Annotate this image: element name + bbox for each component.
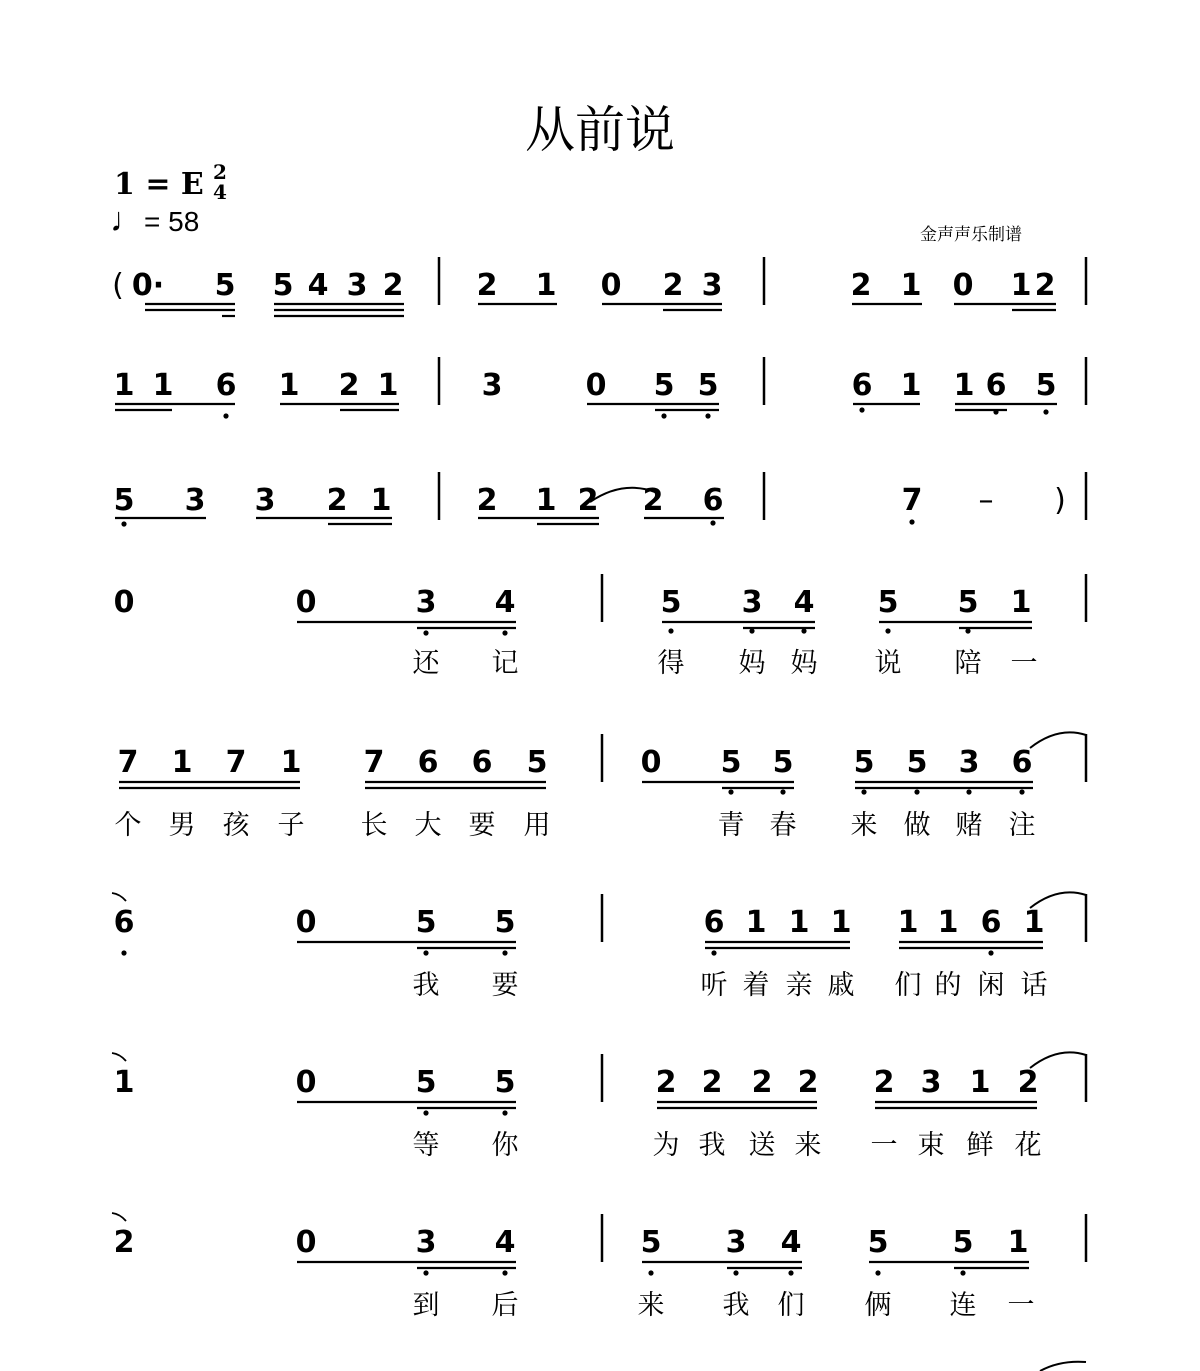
note: 5 (697, 368, 719, 403)
note: 5 (214, 268, 236, 303)
lyric-char: 用 (523, 810, 551, 841)
lyric-char: 亲 (785, 970, 813, 1001)
lyric-char: 男 (168, 810, 196, 841)
octave-dot (1019, 789, 1024, 794)
note: 4 (307, 268, 329, 303)
octave-dot (988, 950, 993, 955)
slur-arc (1030, 732, 1086, 748)
lyric-char: 连 (949, 1290, 977, 1321)
note: 2 (797, 1065, 819, 1100)
lyric-char: 春 (769, 810, 797, 841)
octave-dot (749, 628, 754, 633)
note: 5 (720, 745, 742, 780)
note: 1 (900, 368, 922, 403)
time-signature-bottom: 4 (213, 180, 227, 204)
note: 5 (526, 745, 548, 780)
octave-dot (502, 630, 507, 635)
note: 7 (901, 483, 923, 518)
note: 6 (417, 745, 439, 780)
lyric-char: 长 (360, 810, 388, 841)
lyric-char: 着 (742, 970, 770, 1001)
octave-dot (502, 1110, 507, 1115)
note: 5 (272, 268, 294, 303)
octave-dot (121, 950, 126, 955)
note: 5 (494, 905, 516, 940)
lyric-char: 后 (491, 1290, 519, 1321)
note: 5 (113, 483, 135, 518)
time-signature-top: 2 (213, 160, 227, 184)
note: 2 (113, 1225, 135, 1260)
note: 5 (1035, 368, 1057, 403)
note: 6 (851, 368, 873, 403)
close-parenthesis: ) (1054, 483, 1066, 518)
note: 4 (793, 585, 815, 620)
note: 6 (980, 905, 1002, 940)
note: 2 (577, 483, 599, 518)
note: 6 (1011, 745, 1033, 780)
note: 1 (937, 905, 959, 940)
lyric-char: 我 (698, 1130, 726, 1161)
note: 2 (326, 483, 348, 518)
note: 5 (653, 368, 675, 403)
note: 0 (295, 1065, 317, 1100)
quarter-note-icon: ♩ (110, 201, 144, 239)
note: 0 (295, 585, 317, 620)
note: 0 (640, 745, 662, 780)
note: 2 (642, 483, 664, 518)
note: 2 (1034, 268, 1056, 303)
lyric-char: 要 (468, 810, 496, 841)
tie-arc (112, 1213, 126, 1221)
lyric-char: 青 (717, 810, 745, 841)
note: 2 (850, 268, 872, 303)
lyric-char: 闲 (977, 970, 1005, 1001)
note: 5 (415, 905, 437, 940)
octave-dot (661, 413, 666, 418)
note: 5 (952, 1225, 974, 1260)
lyric-char: 到 (412, 1290, 440, 1321)
sustain-dash: – (978, 483, 994, 518)
note: 5 (906, 745, 928, 780)
note: 3 (741, 585, 763, 620)
lyric-char: 花 (1014, 1130, 1042, 1161)
note: 2 (338, 368, 360, 403)
note: 1 (535, 268, 557, 303)
note: 0 (600, 268, 622, 303)
octave-dot (733, 1270, 738, 1275)
note: 1 (788, 905, 810, 940)
note: 3 (346, 268, 368, 303)
octave-dot (502, 950, 507, 955)
lyric-char: 话 (1020, 970, 1048, 1001)
page-title: 从前说 (525, 101, 675, 159)
octave-dot (223, 413, 228, 418)
note: 0 (585, 368, 607, 403)
octave-dot (711, 950, 716, 955)
lyric-char: 听 (700, 970, 728, 1001)
lyric-char: 们 (777, 1290, 805, 1321)
lyric-char: 为 (652, 1130, 680, 1161)
lyric-char: 妈 (790, 648, 818, 679)
lyric-char: 做 (903, 810, 931, 841)
lyric-char: 妈 (738, 648, 766, 679)
lyric-char: 束 (917, 1130, 945, 1161)
note: 6 (113, 905, 135, 940)
lyric-char: 来 (637, 1290, 665, 1321)
octave-dot (909, 519, 914, 524)
note: 5 (772, 745, 794, 780)
tie-arc (112, 893, 126, 901)
note: 5 (415, 1065, 437, 1100)
note: 2 (751, 1065, 773, 1100)
octave-dot (423, 630, 428, 635)
key-signature: 1 = E (114, 167, 204, 202)
octave-dot (965, 628, 970, 633)
note: 6 (703, 905, 725, 940)
note: 5 (494, 1065, 516, 1100)
octave-dot (960, 1270, 965, 1275)
note: 5 (640, 1225, 662, 1260)
note: 2 (476, 483, 498, 518)
note: 4 (780, 1225, 802, 1260)
note: 3 (254, 483, 276, 518)
octave-dot (885, 628, 890, 633)
note: 3 (184, 483, 206, 518)
note: 3 (415, 585, 437, 620)
note: 4 (494, 585, 516, 620)
note: 0 (952, 268, 974, 303)
octave-dot (710, 520, 715, 525)
lyric-char: 等 (412, 1130, 440, 1161)
octave-dot (875, 1270, 880, 1275)
lyric-char: 一 (870, 1130, 898, 1161)
note: 1 (152, 368, 174, 403)
note: 2 (1017, 1065, 1039, 1100)
note: 0· (131, 268, 165, 303)
octave-dot (914, 789, 919, 794)
note: 2 (662, 268, 684, 303)
note: 1 (278, 368, 300, 403)
tempo-value: = 58 (144, 206, 200, 237)
open-parenthesis: ( (112, 268, 124, 303)
note: 1 (1010, 268, 1032, 303)
note: 6 (471, 745, 493, 780)
note: 6 (702, 483, 724, 518)
note: 4 (494, 1225, 516, 1260)
lyric-char: 鲜 (966, 1130, 994, 1161)
note: 3 (958, 745, 980, 780)
octave-dot (780, 789, 785, 794)
note: 5 (877, 585, 899, 620)
note: 6 (985, 368, 1007, 403)
note: 2 (655, 1065, 677, 1100)
lyric-char: 我 (412, 970, 440, 1001)
lyric-char: 陪 (954, 648, 982, 679)
note: 2 (476, 268, 498, 303)
lyric-char: 俩 (864, 1290, 892, 1321)
note: 1 (377, 368, 399, 403)
note: 1 (370, 483, 392, 518)
score-credit: 金声声乐制谱 (920, 225, 1022, 245)
note: 1 (113, 368, 135, 403)
lyric-char: 我 (722, 1290, 750, 1321)
note: 0 (295, 1225, 317, 1260)
octave-dot (648, 1270, 653, 1275)
octave-dot (859, 407, 864, 412)
note: 1 (113, 1065, 135, 1100)
lyric-char: 孩 (222, 810, 250, 841)
note: 5 (867, 1225, 889, 1260)
note: 2 (382, 268, 404, 303)
octave-dot (728, 789, 733, 794)
note: 1 (969, 1065, 991, 1100)
note: 1 (1010, 585, 1032, 620)
tie-arc (112, 1053, 126, 1061)
note: 3 (481, 368, 503, 403)
note: 7 (225, 745, 247, 780)
octave-dot (993, 409, 998, 414)
note: 6 (215, 368, 237, 403)
note: 5 (660, 585, 682, 620)
lyric-char: 赌 (955, 810, 983, 841)
lyric-char: 子 (277, 810, 305, 841)
lyric-char: 个 (114, 810, 142, 841)
note: 1 (900, 268, 922, 303)
note: 1 (535, 483, 557, 518)
lyric-char: 一 (1007, 1290, 1035, 1321)
lyric-char: 你 (491, 1130, 519, 1161)
note: 0 (113, 585, 135, 620)
lyric-char: 得 (657, 648, 685, 679)
lyric-char: 戚 (827, 970, 855, 1001)
octave-dot (1043, 409, 1048, 414)
note: 7 (117, 745, 139, 780)
note: 1 (171, 745, 193, 780)
note: 5 (853, 745, 875, 780)
octave-dot (966, 789, 971, 794)
note: 2 (701, 1065, 723, 1100)
note: 1 (830, 905, 852, 940)
note: 1 (1023, 905, 1045, 940)
octave-dot (423, 950, 428, 955)
octave-dot (423, 1270, 428, 1275)
note: 3 (920, 1065, 942, 1100)
lyric-char: 说 (874, 648, 902, 679)
octave-dot (788, 1270, 793, 1275)
octave-dot (423, 1110, 428, 1115)
octave-dot (801, 628, 806, 633)
note: 5 (957, 585, 979, 620)
lyric-char: 的 (934, 970, 962, 1001)
note: 1 (953, 368, 975, 403)
octave-dot (121, 521, 126, 526)
note: 1 (280, 745, 302, 780)
lyric-char: 大 (414, 810, 442, 841)
octave-dot (861, 789, 866, 794)
note: 3 (701, 268, 723, 303)
note: 7 (363, 745, 385, 780)
octave-dot (502, 1270, 507, 1275)
lyric-char: 注 (1008, 810, 1036, 841)
lyric-char: 要 (491, 970, 519, 1001)
note: 1 (1007, 1225, 1029, 1260)
lyric-char: 还 (412, 648, 440, 679)
note: 0 (295, 905, 317, 940)
octave-dot (668, 628, 673, 633)
note: 3 (415, 1225, 437, 1260)
lyric-char: 来 (850, 810, 878, 841)
slur-arc (1040, 1362, 1086, 1371)
note: 1 (897, 905, 919, 940)
lyric-char: 记 (491, 648, 519, 679)
note: 3 (725, 1225, 747, 1260)
lyric-char: 们 (894, 970, 922, 1001)
lyric-char: 一 (1010, 648, 1038, 679)
note: 2 (873, 1065, 895, 1100)
note: 1 (745, 905, 767, 940)
lyric-char: 来 (794, 1130, 822, 1161)
lyric-char: 送 (748, 1130, 776, 1161)
octave-dot (705, 413, 710, 418)
